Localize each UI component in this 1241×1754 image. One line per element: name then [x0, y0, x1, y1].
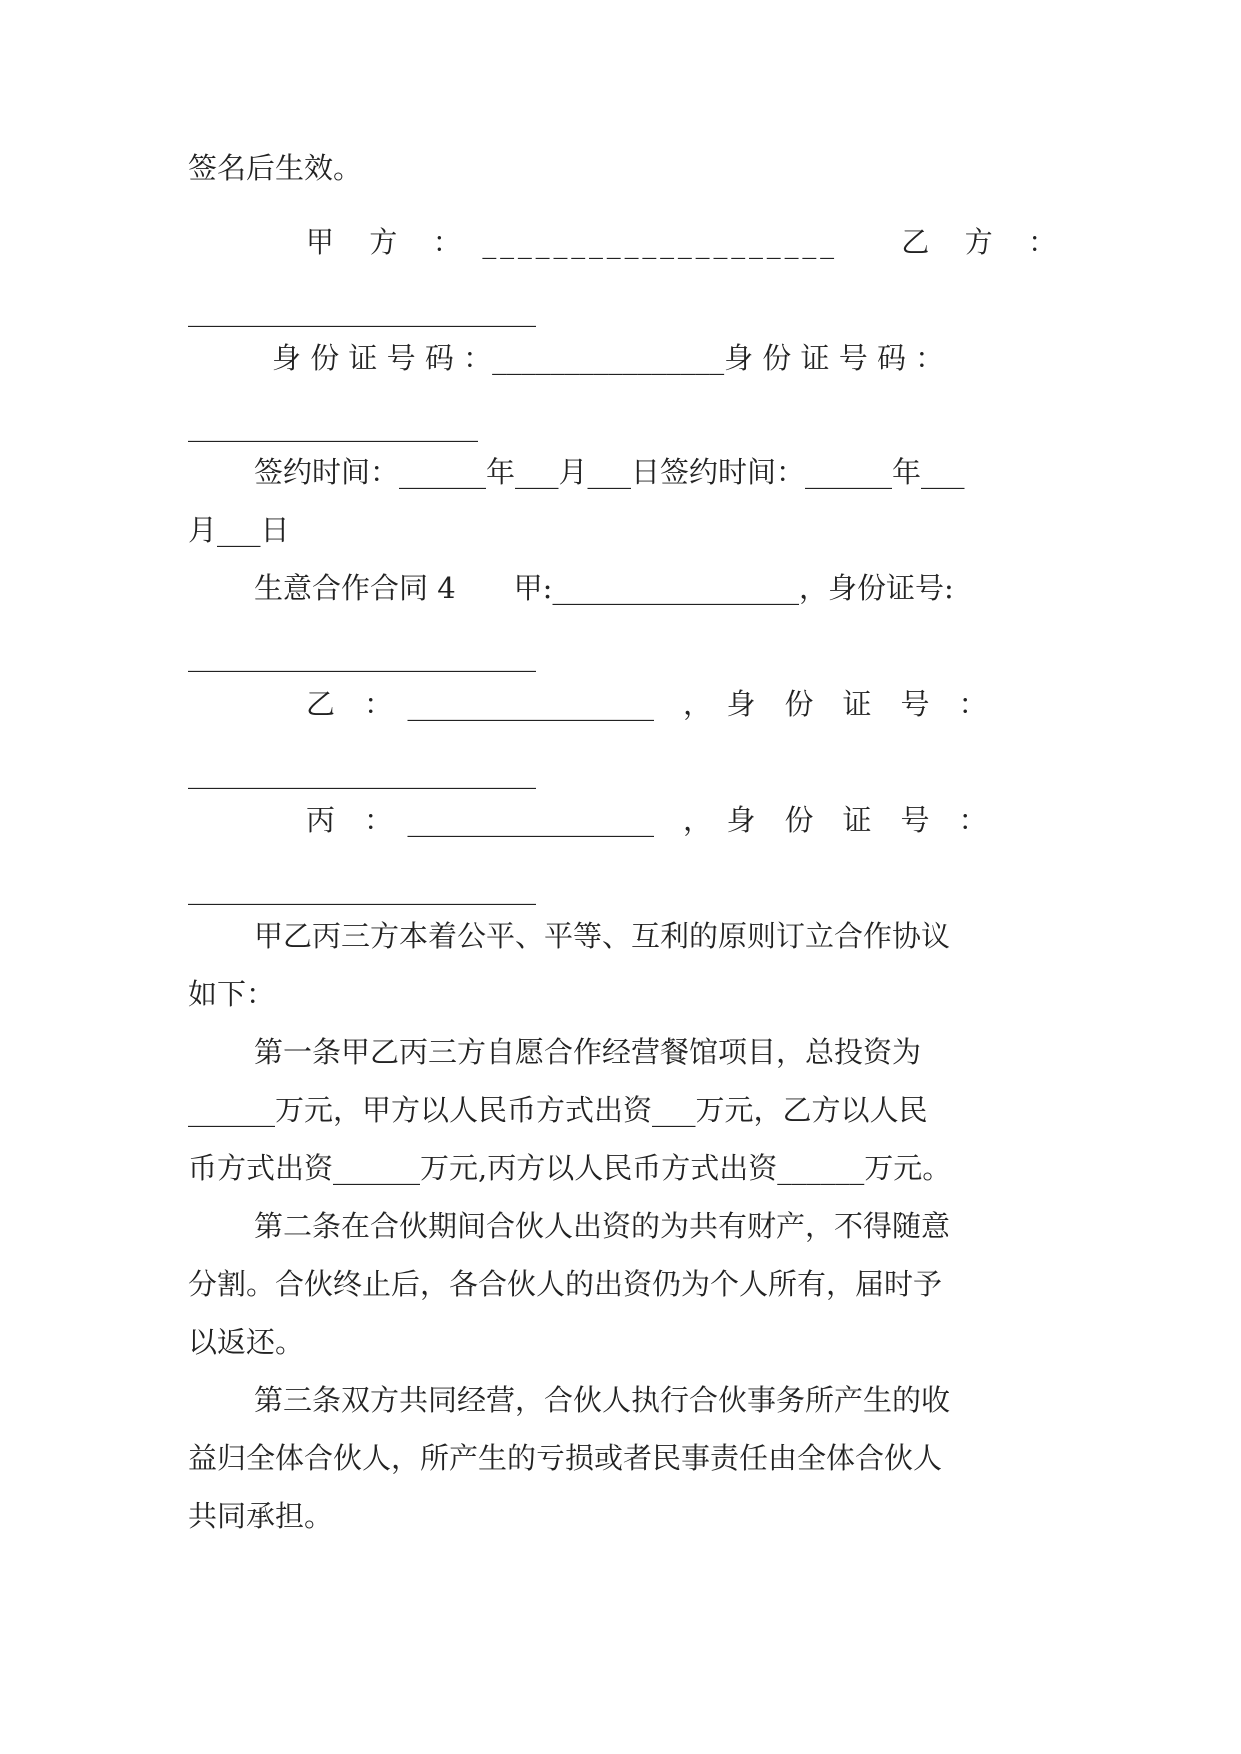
blank-line: ________________________: [188, 755, 536, 789]
article-2-line: 第二条在合伙期间合伙人出资的为共有财产，不得随意: [254, 1209, 951, 1243]
article-2-line: 分割。合伙终止后，各合伙人的出资仍为个人所有，届时予: [188, 1267, 943, 1301]
blank-line: ________________________: [188, 293, 536, 327]
signing-date-line: 签约时间：______年___月___日签约时间：______年___: [254, 455, 965, 489]
party-c-id-line: 丙 ： _________________ ， 身 份 证 号 ：: [306, 803, 988, 837]
article-1-line: ______万元，甲方以人民币方式出资___万元，乙方以人民: [188, 1093, 928, 1127]
signature-line-party-a-b: 甲 方 ： ____________________ 乙 方 ：: [306, 225, 1060, 259]
party-b-id-line: 乙 ： _________________ ， 身 份 证 号 ：: [306, 687, 988, 721]
paragraph-line: 甲乙丙三方本着公平、平等、互利的原则订立合作协议: [254, 919, 951, 953]
article-1-line: 第一条甲乙丙三方自愿合作经营餐馆项目，总投资为: [254, 1035, 922, 1069]
article-1-line: 币方式出资______万元,丙方以人民币方式出资______万元。: [188, 1151, 952, 1185]
article-3-line: 共同承担。: [188, 1499, 334, 1533]
text-line: 月___日: [188, 513, 290, 547]
blank-line: ________________________: [188, 638, 536, 672]
paragraph-line: 如下：: [188, 977, 276, 1011]
text-line: 签名后生效。: [188, 151, 363, 185]
article-2-line: 以返还。: [188, 1325, 305, 1359]
blank-line: ________________________: [188, 871, 536, 905]
id-number-line: 身 份 证 号 码 ：________________身 份 证 号 码 ：: [272, 341, 945, 375]
blank-line: ____________________: [188, 408, 478, 442]
contract-title-line: 生意合作合同 4 甲:_________________，身份证号:: [254, 571, 954, 605]
article-3-line: 益归全体合伙人，所产生的亏损或者民事责任由全体合伙人: [188, 1441, 943, 1475]
article-3-line: 第三条双方共同经营，合伙人执行合伙事务所产生的收: [254, 1383, 951, 1417]
